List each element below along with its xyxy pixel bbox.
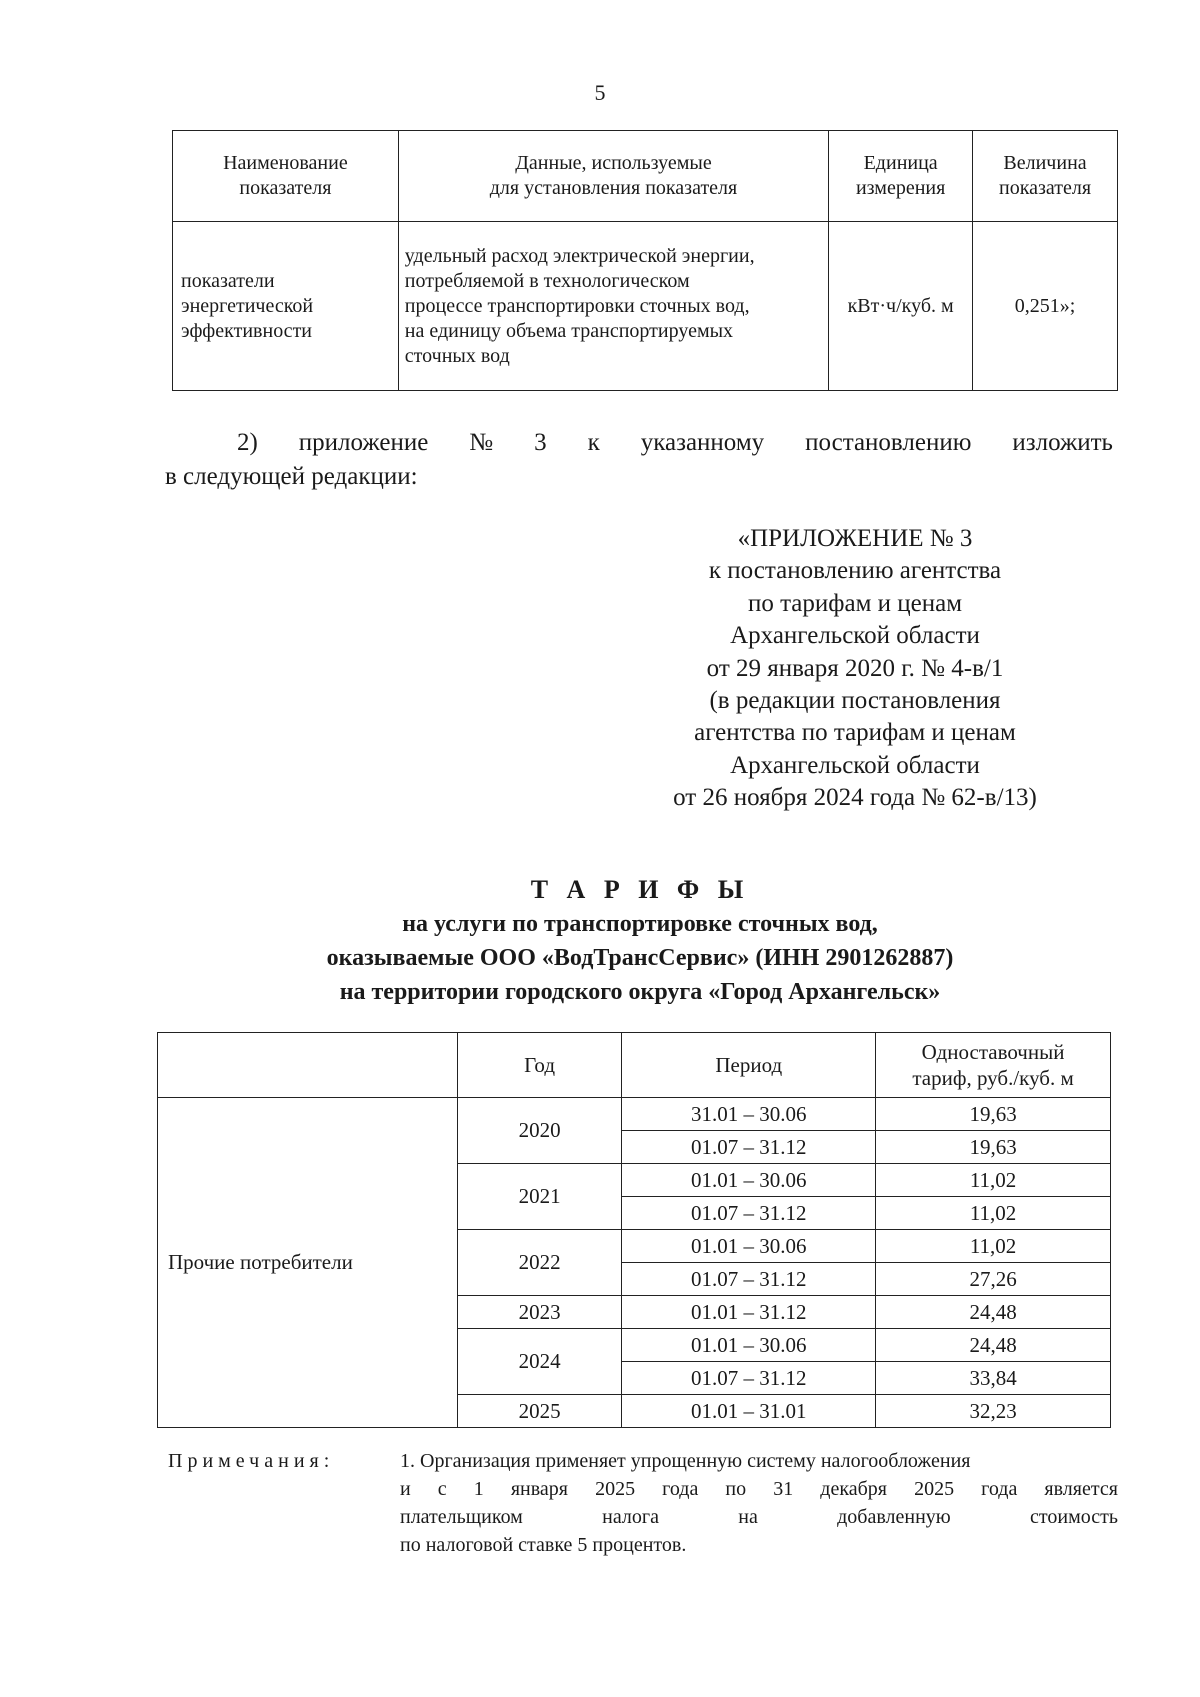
tariff-cell: 19,63 [876, 1098, 1111, 1131]
period-cell: 01.01 – 30.06 [622, 1329, 876, 1362]
tariff-cell: 27,26 [876, 1263, 1111, 1296]
indicator-data-cell: удельный расход электрической энергии, потребляемой в технологическом процессе транспортировки сточных вод, на единицу объема транспортируемых сточных вод [398, 222, 828, 391]
value-cell: 0,251»; [973, 222, 1118, 391]
year-cell: 2021 [457, 1164, 622, 1230]
header-indicator-name: Наименование показателя [173, 131, 399, 222]
header-indicator-data: Данные, используемые для установления показателя [398, 131, 828, 222]
year-cell: 2020 [457, 1098, 622, 1164]
year-cell: 2024 [457, 1329, 622, 1395]
tariff-cell: 19,63 [876, 1131, 1111, 1164]
header-blank [158, 1033, 458, 1098]
paragraph-line-2: в следующей редакции: [165, 463, 418, 490]
consumer-cell: Прочие потребители [158, 1098, 458, 1428]
header-tariff: Одноставочный тариф, руб./куб. м [876, 1033, 1111, 1098]
indicator-table-header [173, 131, 1118, 222]
indicator-table [172, 130, 1118, 391]
period-cell: 01.07 – 31.12 [622, 1263, 876, 1296]
header-value: Величина показателя [973, 131, 1118, 222]
unit-cell: кВт·ч/куб. м [829, 222, 973, 391]
tariff-cell: 24,48 [876, 1296, 1111, 1329]
tariff-cell: 11,02 [876, 1197, 1111, 1230]
period-cell: 31.01 – 30.06 [622, 1098, 876, 1131]
period-cell: 01.01 – 31.12 [622, 1296, 876, 1329]
tariff-title: Т А Р И Ф Ы на услуги по транспортировке сточных вод, оказываемые ООО «ВодТрансСервис» (ИНН 2901262887) на территории городского округа «Город Архангельск» [150, 873, 1130, 1009]
tariff-cell: 11,02 [876, 1164, 1111, 1197]
period-cell: 01.01 – 31.01 [622, 1395, 876, 1428]
header-unit: Единица измерения [829, 131, 973, 222]
period-cell: 01.01 – 30.06 [622, 1230, 876, 1263]
paragraph-line-1: 2) приложение № 3 к указанному постановлению изложить [237, 429, 1113, 456]
indicator-name-cell: показатели энергетической эффективности [173, 222, 399, 391]
table-row [173, 222, 1118, 391]
page-number: 5 [594, 80, 606, 105]
tariff-table [157, 1032, 1111, 1428]
tariff-cell: 11,02 [876, 1230, 1111, 1263]
notes-body: 1. Организация применяет упрощенную систему налогообложения и с 1 января 2025 года по 31 декабря 2025 года является плательщиком налога на добавленную стоимость по налоговой ставке 5 процентов. [400, 1450, 1118, 1556]
header-year: Год [457, 1033, 622, 1098]
table-row [158, 1098, 1111, 1131]
notes-label: Примечания: [168, 1450, 335, 1472]
amendment-paragraph [165, 426, 1113, 494]
year-cell: 2022 [457, 1230, 622, 1296]
tariff-cell: 33,84 [876, 1362, 1111, 1395]
tariff-cell: 24,48 [876, 1329, 1111, 1362]
tariff-table-header [158, 1033, 1111, 1098]
period-cell: 01.07 – 31.12 [622, 1197, 876, 1230]
tariff-cell: 32,23 [876, 1395, 1111, 1428]
header-period: Период [622, 1033, 876, 1098]
notes-line-2: и с 1 января 2025 года по 31 декабря 2025 года является [400, 1478, 1118, 1500]
title-main: Т А Р И Ф Ы [530, 875, 750, 904]
period-cell: 01.07 – 31.12 [622, 1131, 876, 1164]
year-cell: 2023 [457, 1296, 622, 1329]
period-cell: 01.07 – 31.12 [622, 1362, 876, 1395]
notes-line-3: плательщиком налога на добавленную стоимость [400, 1506, 1118, 1528]
appendix-heading: «ПРИЛОЖЕНИЕ № 3 к постановлению агентства по тарифам и ценам Архангельской области от 29 января 2020 г. № 4-в/1 (в редакции постановления агентства по тарифам и ценам Архангельской области от 26 ноября 2024 года № 62-в/13) [673, 525, 1037, 812]
year-cell: 2025 [457, 1395, 622, 1428]
period-cell: 01.01 – 30.06 [622, 1164, 876, 1197]
